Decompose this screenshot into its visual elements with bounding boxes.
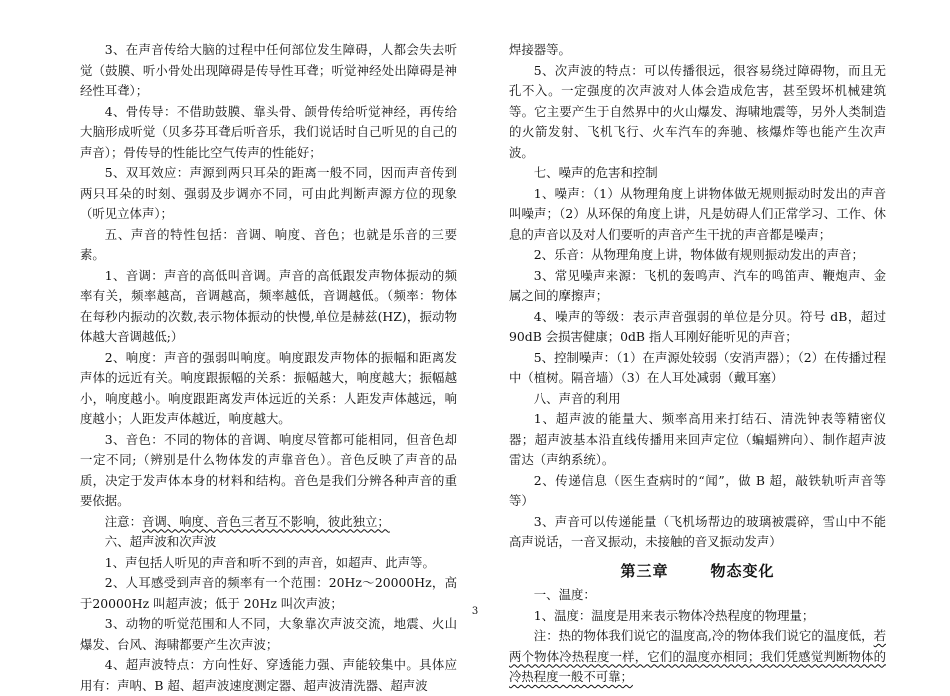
section-heading-sound-characteristics: 五、声音的特性包括：音调、响度、音色；也就是乐音的三要素。 (80, 226, 457, 262)
paragraph-noise-level: 4、噪声的等级：表示声音强弱的单位是分贝。符号 dB，超过 90dB 会损害健康；0dB 指人耳刚好能听见的声音； (509, 308, 886, 344)
section-heading-ultrasound-infrasound: 六、超声波和次声波 (104, 534, 217, 549)
paragraph-transmit-info: 2、传递信息（医生查病时的“闻”，做 B 超，敲铁轨听声音等等） (509, 472, 886, 508)
chapter-title: 物态变化 (710, 561, 775, 580)
paragraph-noise-control: 5、控制噪声：（1）在声源处较弱（安消声器）；（2）在传播过程中（植树。隔音墙）（3）在人耳处减弱（戴耳塞） (509, 349, 886, 385)
note-prefix: 注意： (104, 513, 142, 529)
page-number: 3 (471, 606, 479, 617)
paragraph-noise-definition: 1、噪声：（1）从物理角度上讲物体做无规则振动时发出的声音叫噪声；（2）从环保的角度上讲，凡是妨碍人们正常学习、工作、休息的声音以及对人们要听的声音产生干扰的声音都是噪声； (509, 185, 886, 242)
note-independence (80, 512, 457, 533)
left-column (80, 40, 457, 696)
paragraph-animal-hearing: 3、动物的听觉范围和人不同，大象靠次声波交流，地震、火山爆发、台风、海啸都要产生次声波； (80, 616, 457, 652)
paragraph-continuation: 焊接器等。 (509, 42, 571, 57)
section-heading-temperature: 一、温度： (533, 587, 596, 602)
paragraph-loudness: 2、响度：声音的强弱叫响度。响度跟发声物体的振幅和距离发声体的远近有关。响度跟振幅的关系：振幅越大，响度越大；振幅越小，响度越小。响度跟距离发声体远近的关系：人距发声体越远，响度越小；人距发声体越近，响度越大。 (80, 349, 457, 426)
paragraph-hearing-obstacle: 3、在声音传给大脑的过程中任何部位发生障碍，人都会失去听觉（鼓膜、听小骨处出现障碍是传导性耳聋；听觉神经处出障碍是神经性耳聋）； (80, 42, 457, 98)
paragraph-musical-sound: 2、乐音：从物理角度上讲，物体做有规则振动发出的声音； (533, 247, 864, 262)
paragraph-timbre: 3、音色：不同的物体的音调、响度尽管都可能相同，但音色却一定不同;（辨别是什么物体发的声靠音色）。音色反映了声音的品质，决定于发声体本身的材料和结构。音色是我们分辨各种声音的重要依据。 (80, 431, 457, 508)
right-column (509, 40, 886, 688)
paragraph-ultrasound-features: 4、超声波特点：方向性好、穿透能力强、声能较集中。具体应用有：声呐、B 超、超声波速度测定器、超声波清洗器、超声波 (80, 657, 457, 693)
paragraph-noise-sources: 3、常见噪声来源：飞机的轰鸣声、汽车的鸣笛声、鞭炮声、金属之间的摩擦声； (509, 267, 886, 303)
note-temperature (509, 626, 886, 688)
paragraph-pitch: 1、音调：声音的高低叫音调。声音的高低跟发声物体振动的频率有关，频率越高，音调越高，频率越低，音调越低。（频率：物体在每秒内振动的次数,表示物体振动的快慢,单位是赫兹(HZ)，振动物体越大音调越低;） (80, 267, 457, 344)
paragraph-infrasound-features: 5、次声波的特点：可以传播很远，很容易绕过障碍物，而且无孔不入。一定强度的次声波对人体会造成危害，甚至毁坏机械建筑等。它主要产生于自然界中的火山爆发、海啸地震等，另外人类制造的火箭发射、飞机飞行、火车汽车的奔驰、核爆炸等也能产生次声波。 (509, 62, 886, 160)
note-temperature-prefix: 注：热的物体我们说它的温度高,冷的物体我们说它的温度低， (533, 628, 874, 643)
paragraph-transmit-energy: 3、声音可以传递能量（飞机场帮边的玻璃被震碎，雪山中不能高声说话，一音叉振动，未接触的音叉振动发声） (509, 513, 886, 549)
paragraph-temperature-definition: 1、温度：温度是用来表示物体冷热程度的物理量； (533, 607, 815, 623)
note-text: 音调、响度、音色三者互不影响，彼此独立； (141, 513, 390, 529)
paragraph-sound-range: 1、声包括人听见的声音和听不到的声音，如超声、此声等。 (104, 554, 435, 570)
chapter-heading (509, 561, 886, 582)
section-heading-sound-use: 八、声音的利用 (533, 390, 621, 406)
paragraph-ultrasound-energy: 1、超声波的能量大、频率高用来打结石、清洗钟表等精密仪器；超声波基本沿直线传播用来回声定位（蝙蝠辨向）、制作超声波雷达（声纳系统）。 (509, 411, 886, 467)
paragraph-bone-conduction: 4、骨传导：不借助鼓膜、靠头骨、颌骨传给听觉神经，再传给大脑形成听觉（贝多芬耳聋后听音乐，我们说话时自己听见的自己的声音）；骨传导的性能比空气传声的性能好； (80, 103, 457, 160)
chapter-number: 第三章 (620, 561, 669, 580)
paragraph-binaural-effect: 5、双耳效应：声源到两只耳朵的距离一般不同，因而声音传到两只耳朵的时刻、强弱及步调亦不同，可由此判断声源方位的现象（听见立体声）； (80, 165, 457, 221)
section-heading-noise: 七、噪声的危害和控制 (533, 165, 658, 180)
paragraph-frequency-range: 2、人耳感受到声音的频率有一个范围：20Hz～20000Hz，高于20000Hz 叫超声波；低于 20Hz 叫次声波； (80, 575, 457, 611)
note-temperature-underlined: 若两个物体冷热程度一样，它们的温度亦相同；我们凭感觉判断物体的冷热程度一般不可靠； (509, 628, 886, 684)
